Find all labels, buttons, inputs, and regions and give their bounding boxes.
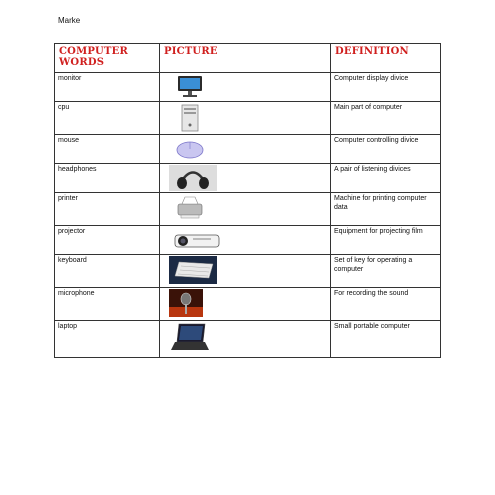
projector-icon [169,227,225,253]
table-row [55,255,441,288]
table-row [55,288,441,321]
laptop-icon [169,322,213,354]
word-cell: microphone [55,288,160,321]
definition-cell: For recording the sound [331,288,441,321]
definition-cell: Machine for printing computer data [331,193,441,226]
word-cell: printer [55,193,160,226]
table-row [55,73,441,102]
table-row [55,164,441,193]
picture-cell [160,102,331,135]
table-row [55,226,441,255]
definition-cell: Equipment for projecting film [331,226,441,255]
microphone-icon [169,289,203,317]
header-computer-words: COMPUTER WORDS [55,44,160,73]
table-row [55,102,441,135]
printer-icon [169,194,211,220]
headphones-icon [169,165,217,191]
word-cell: cpu [55,102,160,135]
definition-cell: Set of key for operating a computer [331,255,441,288]
definition-cell: Computer display divice [331,73,441,102]
keyboard-icon [169,256,217,284]
definition-cell: Small portable computer [331,321,441,358]
table-row [55,321,441,358]
picture-cell [160,193,331,226]
table-row [55,193,441,226]
definition-cell: Computer controlling divice [331,135,441,164]
word-cell: monitor [55,73,160,102]
picture-cell [160,288,331,321]
picture-cell [160,164,331,193]
table-header-row [55,44,441,73]
word-cell: laptop [55,321,160,358]
word-cell: headphones [55,164,160,193]
definition-cell: Main part of computer [331,102,441,135]
author-name: Marke [58,16,81,25]
picture-cell [160,321,331,358]
header-picture: PICTURE [160,44,331,73]
cpu-tower-icon [169,103,211,133]
word-cell: mouse [55,135,160,164]
picture-cell [160,255,331,288]
picture-cell [160,73,331,102]
monitor-icon [169,74,211,100]
definition-cell: A pair of listening divices [331,164,441,193]
mouse-icon [169,136,211,162]
word-cell: projector [55,226,160,255]
picture-cell [160,135,331,164]
word-cell: keyboard [55,255,160,288]
picture-cell [160,226,331,255]
table-row [55,135,441,164]
header-definition: DEFINITION [331,44,441,73]
vocabulary-table [54,43,441,358]
